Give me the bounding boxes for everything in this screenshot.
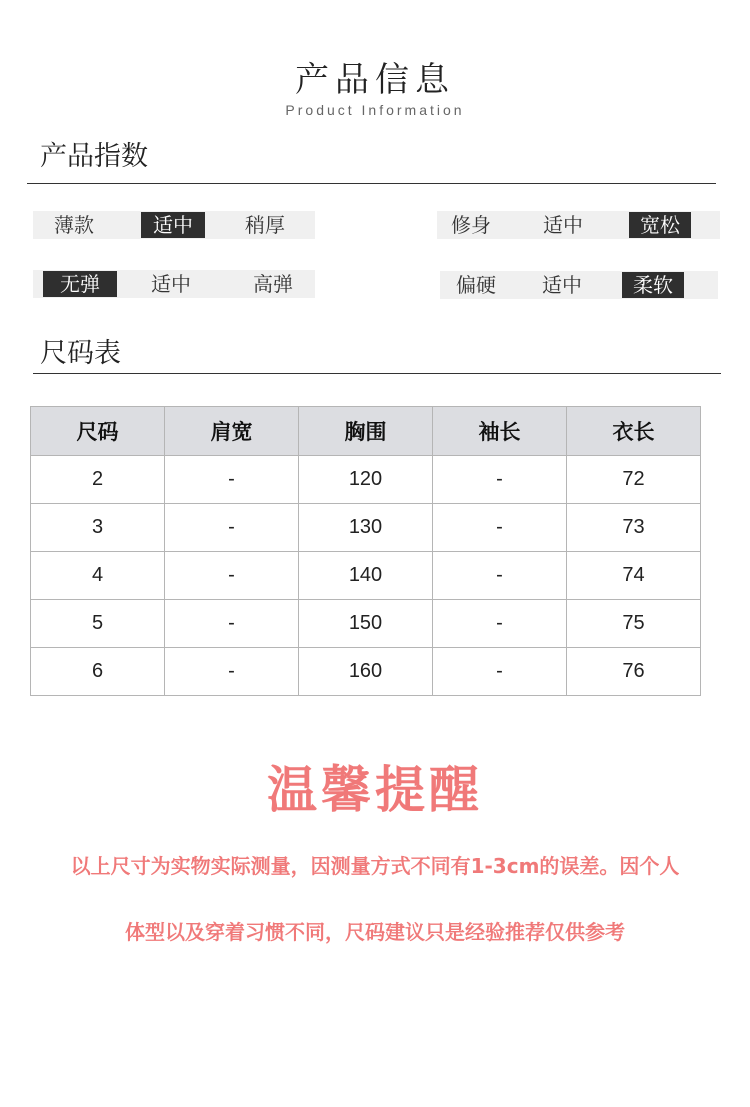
cell-sleeve: - <box>433 504 567 552</box>
size-section-rule <box>33 373 721 374</box>
cell-shoulder: - <box>165 600 299 648</box>
fit-option-medium: 适中 <box>543 213 583 237</box>
cell-chest: 160 <box>299 648 433 696</box>
cell-length: 73 <box>567 504 701 552</box>
elasticity-option-medium: 适中 <box>151 272 191 296</box>
thickness-scale <box>33 211 315 239</box>
table-row <box>31 600 701 648</box>
cell-sleeve: - <box>433 600 567 648</box>
size-table <box>30 406 701 696</box>
cell-size: 6 <box>31 648 165 696</box>
cell-length: 74 <box>567 552 701 600</box>
cell-chest: 140 <box>299 552 433 600</box>
elasticity-scale <box>33 270 315 298</box>
cell-shoulder: - <box>165 552 299 600</box>
cell-sleeve: - <box>433 456 567 504</box>
size-section-title: 尺码表 <box>40 338 121 369</box>
cell-size: 5 <box>31 600 165 648</box>
notice-line-2: 体型以及穿着习惯不同，尺码建议只是经验推荐仅供参考 <box>125 920 625 944</box>
cell-shoulder: - <box>165 648 299 696</box>
fit-scale <box>437 211 720 239</box>
softness-option-hard: 偏硬 <box>456 273 496 297</box>
cell-chest: 150 <box>299 600 433 648</box>
thickness-option-thin: 薄款 <box>54 213 94 237</box>
softness-option-medium: 适中 <box>542 273 582 297</box>
header-chest: 胸围 <box>299 407 433 456</box>
cell-length: 72 <box>567 456 701 504</box>
thickness-option-medium: 适中 <box>141 212 205 238</box>
header-sleeve: 袖长 <box>433 407 567 456</box>
cell-size: 3 <box>31 504 165 552</box>
cell-shoulder: - <box>165 456 299 504</box>
cell-shoulder: - <box>165 504 299 552</box>
thickness-option-thick: 稍厚 <box>245 213 285 237</box>
fit-option-loose: 宽松 <box>629 212 691 238</box>
fit-option-slim: 修身 <box>451 213 491 237</box>
cell-length: 75 <box>567 600 701 648</box>
notice-title: 温馨提醒 <box>267 761 483 819</box>
header-size: 尺码 <box>31 407 165 456</box>
softness-scale <box>440 271 718 299</box>
elasticity-option-none: 无弹 <box>43 271 117 297</box>
cell-sleeve: - <box>433 648 567 696</box>
cell-chest: 120 <box>299 456 433 504</box>
size-table-header-row <box>31 407 701 456</box>
header-shoulder: 肩宽 <box>165 407 299 456</box>
elasticity-option-high: 高弹 <box>253 272 293 296</box>
table-row <box>31 504 701 552</box>
cell-chest: 130 <box>299 504 433 552</box>
page-title: 产品信息 <box>295 60 455 100</box>
index-section-title: 产品指数 <box>40 141 148 172</box>
cell-size: 4 <box>31 552 165 600</box>
notice-line-1: 以上尺寸为实物实际测量，因测量方式不同有1-3cm的误差。因个人 <box>70 854 680 878</box>
page-subtitle: Product Information <box>285 102 465 118</box>
table-row <box>31 648 701 696</box>
cell-size: 2 <box>31 456 165 504</box>
cell-length: 76 <box>567 648 701 696</box>
softness-option-soft: 柔软 <box>622 272 684 298</box>
table-row <box>31 456 701 504</box>
table-row <box>31 552 701 600</box>
index-section-rule <box>27 183 716 184</box>
header-length: 衣长 <box>567 407 701 456</box>
cell-sleeve: - <box>433 552 567 600</box>
